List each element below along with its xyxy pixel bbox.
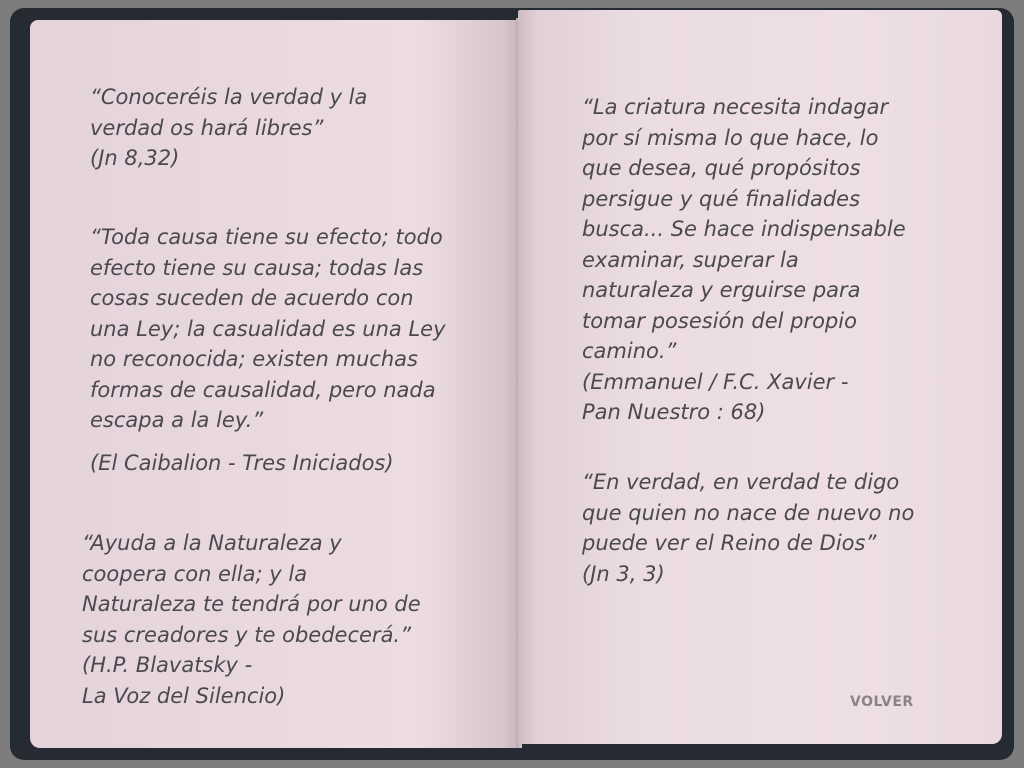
quote-blavatsky: “Ayuda a la Naturaleza y coopera con ella; y la Naturaleza te tendrá por uno de sus creadores y te obedecerá.” (H.P. Blavatsky - La Voz del Silencio): [82, 531, 421, 708]
quote-kybalion-source: (El Caibalion - Tres Iniciados): [90, 451, 394, 475]
right-page: [518, 10, 1002, 744]
quote-jn-8-32: “Conoceréis la verdad y la verdad os hará libres” (Jn 8,32): [90, 85, 368, 170]
left-page: [30, 20, 518, 748]
quote-kybalion: “Toda causa tiene su efecto; todo efecto tiene su causa; todas las cosas suceden de acuerdo con una Ley; la casualidad es una Ley no reconocida; existen muchas formas de causalidad, pero nada escapa a la ley.”: [90, 225, 446, 432]
volver-link[interactable]: VOLVER: [850, 694, 914, 710]
quote-jn-3-3: “En verdad, en verdad te digo que quien no nace de nuevo no puede ver el Reino de Dios” (Jn 3, 3): [582, 470, 915, 586]
book: [10, 8, 1014, 760]
quote-emmanuel: “La criatura necesita indagar por sí misma lo que hace, lo que desea, qué propósitos persigue y qué finalidades busca... Se hace indispensable examinar, superar la naturaleza y erguirse para tomar posesión del propio camino.” (Emmanuel / F.C. Xavier - Pan Nuestro : 68): [582, 95, 906, 424]
